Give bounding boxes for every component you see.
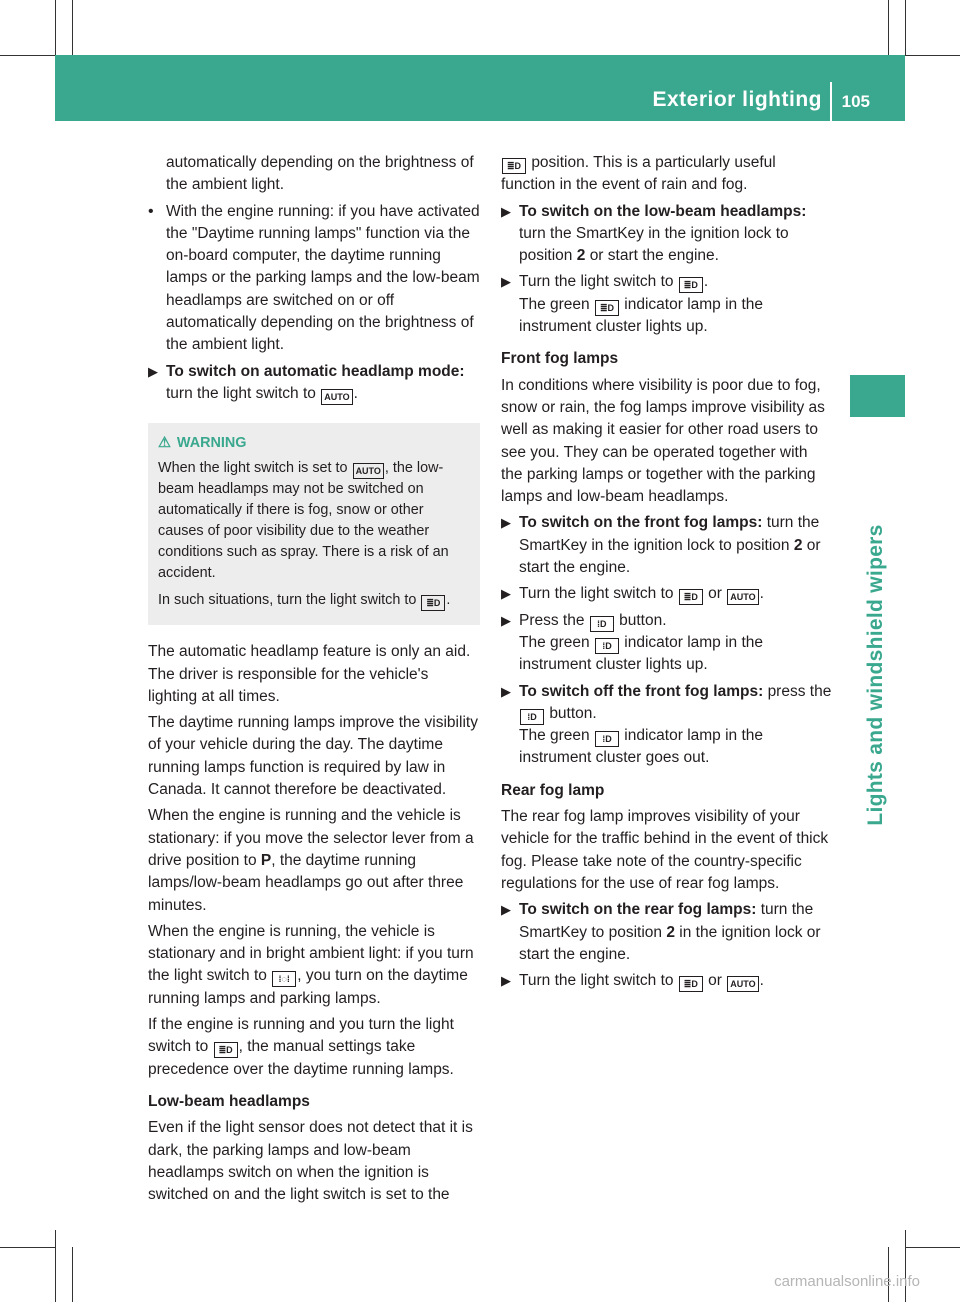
warning-icon: ⚠ [158, 435, 171, 452]
instruction-step: ▶ To switch on the low-beam headlamps: turn the SmartKey in the ignition lock to position 2 or start the engine. [501, 202, 807, 265]
crop-mark [905, 1230, 906, 1302]
crop-mark [72, 0, 73, 55]
instruction-step: ▶ Press the ⁞D button. The green ⁞D indicator lamp in the instrument cluster lights up. [501, 611, 764, 674]
crop-mark [905, 1247, 960, 1248]
arrow-icon: ▶ [501, 586, 511, 602]
fog-lamp-icon: ⁞D [520, 709, 544, 725]
bullet-icon: • [148, 202, 154, 220]
left-column [148, 152, 480, 1210]
low-beam-icon: ≣D [595, 300, 619, 316]
crop-mark [905, 55, 960, 56]
crop-mark [55, 0, 56, 55]
low-beam-icon: ≣D [214, 1042, 238, 1058]
instruction-step: ▶ To switch on the rear fog lamps: turn the SmartKey to position 2 in the ignition lock or start the engine. [501, 901, 821, 963]
low-beam-icon: ≣D [679, 976, 703, 992]
warning-title: ⚠ WARNING [158, 433, 470, 454]
paragraph: If the engine is running and you turn the light switch to ≣D , the manual settings take precedence over the daytime running lamps. [148, 1016, 454, 1078]
auto-icon: AUTO [353, 463, 384, 479]
fog-lamp-icon: ⁞D [595, 731, 619, 747]
watermark: carmanualsonline.info [774, 1273, 920, 1290]
paragraph: automatically depending on the brightness of the ambient light. [166, 154, 474, 194]
right-column [501, 152, 833, 996]
bullet-item: • With the engine running: if you have activated the "Daytime running lamps" function via the on-board computer, the daytime running lamps or the parking lamps and the low-beam headlamps are switched on or off automatically depending on the brightness of the ambient light. [148, 202, 480, 354]
auto-icon: AUTO [727, 976, 758, 992]
low-beam-icon: ≣D [502, 158, 526, 174]
subheading: Low-beam headlamps [148, 1092, 310, 1110]
fog-lamp-icon: ⁞D [595, 638, 619, 654]
parking-lamp-icon: ⁞◌⁞ [272, 971, 296, 987]
paragraph: ≣D position. This is a particularly useful function in the event of rain and fog. [501, 154, 776, 194]
crop-mark [905, 0, 906, 55]
arrow-icon: ▶ [501, 683, 511, 699]
arrow-icon: ▶ [501, 274, 511, 290]
paragraph: Even if the light sensor does not detect that it is dark, the parking lamps and low-beam headlamps switch on when the ignition is switched on and the light switch is set to the [148, 1119, 473, 1204]
crop-mark [0, 55, 55, 56]
instruction-step: ▶ To switch off the front fog lamps: press the ⁞D button. The green ⁞D indicator lamp in the instrument cluster goes out. [501, 682, 832, 767]
instruction-step: ▶ To switch on the front fog lamps: turn the SmartKey in the ignition lock to position 2 or start the engine. [501, 514, 821, 577]
paragraph: The rear fog lamp improves visibility of your vehicle for the traffic behind in the event of thick fog. Please take note of the country-specific regulations for the use of rear fog lamps. [501, 808, 829, 892]
arrow-icon: ▶ [501, 902, 511, 918]
crop-mark [888, 0, 889, 55]
low-beam-icon: ≣D [421, 595, 445, 611]
paragraph: The daytime running lamps improve the visibility of your vehicle during the day. The daytime running lamps function is required by law in Canada. It cannot therefore be deactivated. [148, 714, 478, 799]
auto-icon: AUTO [321, 389, 352, 405]
warning-box [148, 423, 480, 625]
arrow-icon: ▶ [501, 515, 511, 531]
header-divider [830, 82, 832, 122]
subheading: Rear fog lamp [501, 781, 605, 799]
low-beam-icon: ≣D [679, 589, 703, 605]
subheading: Front fog lamps [501, 350, 619, 368]
paragraph: When the engine is running and the vehicle is stationary: if you move the selector lever from a drive position to P, the daytime running lamps/low-beam headlamps go out after three minutes. [148, 807, 474, 914]
section-title: Exterior lighting [652, 88, 822, 111]
crop-mark [0, 1247, 55, 1248]
instruction-step: ▶ Turn the light switch to ≣D . The green ≣D indicator lamp in the instrument cluster lights up. [501, 273, 764, 336]
arrow-icon: ▶ [501, 973, 511, 989]
arrow-icon: ▶ [148, 363, 158, 379]
instruction-step: ▶ To switch on automatic headlamp mode: turn the light switch to AUTO . [148, 361, 480, 406]
warning-text: In such situations, turn the light switch to ≣D . [158, 590, 470, 611]
fog-lamp-icon: ⁞D [590, 616, 614, 632]
warning-text: When the light switch is set to AUTO , the low-beam headlamps may not be switched on automatically if there is fog, snow or other causes of poor visibility due to the weather conditions such as spray. There is a risk of an accident. [158, 460, 449, 582]
page-number: 105 [841, 92, 870, 111]
arrow-icon: ▶ [501, 203, 511, 219]
arrow-icon: ▶ [501, 612, 511, 628]
low-beam-icon: ≣D [679, 277, 703, 293]
instruction-step: ▶ Turn the light switch to ≣D or AUTO . [501, 583, 833, 605]
auto-icon: AUTO [727, 589, 758, 605]
instruction-step: ▶ Turn the light switch to ≣D or AUTO . [501, 970, 833, 992]
paragraph: The automatic headlamp feature is only an aid. The driver is responsible for the vehicle's lighting at all times. [148, 643, 471, 705]
crop-mark [72, 1247, 73, 1302]
chapter-label: Lights and windshield wipers [864, 524, 887, 826]
paragraph: In conditions where visibility is poor due to fog, snow or rain, the fog lamps improve visibility as well as making it easier for other road users to see you. They can be operated together with the parking lamps or together with the parking lamps and low-beam headlamps. [501, 376, 825, 506]
crop-mark [55, 1230, 56, 1302]
paragraph: When the engine is running, the vehicle is stationary and in bright ambient light: if you turn the light switch to ⁞◌⁞ , you turn on the daytime running lamps and parking lamps. [148, 922, 474, 1007]
chapter-tab [850, 375, 905, 417]
